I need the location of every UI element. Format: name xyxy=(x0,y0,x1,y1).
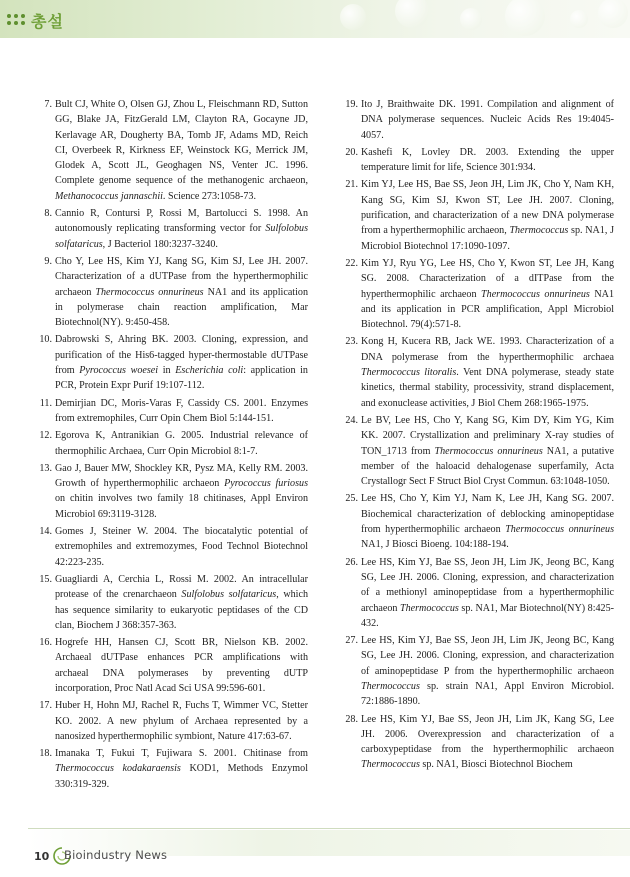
reference-text: Dabrowski S, Ahring BK. 2003. Cloning, expression, and purification of the His6-tagged hyper-thermostable dUTPase from Pyrococcus woesei in Escherichia coli: application in PCR, Protein Expr Purif 19:107-112. xyxy=(55,334,308,392)
reference-number: 22 . xyxy=(340,256,358,271)
reference-item xyxy=(340,177,614,253)
reference-number: 9 . xyxy=(34,254,52,269)
reference-text: Ito J, Braithwaite DK. 1991. Compilation and alignment of DNA polymerase sequences. Nucleic Acids Res 19:4045-4057. xyxy=(361,99,614,141)
references-body xyxy=(34,97,614,821)
reference-number: 15 . xyxy=(34,572,52,587)
page-number: 10 xyxy=(34,850,50,863)
reference-text: Bult CJ, White O, Olsen GJ, Zhou L, Fleischmann RD, Sutton GG, Blake JA, FitzGerald LM, Clayton RA, Gocayne JD, Kerlavage AR, Dougherty BA, Tomb JF, Adams MD, Reich CI, Overbeek R, Kirkness EF, Weinstock KG, Merrick JM, Glodek A, Scott JL, Geoghagen NS, Venter JC. 1996. Complete genome sequence of the methanogenic archaeon, Methanococcus jannaschii. Science 273:1058-73. xyxy=(55,99,308,202)
reference-text: Hogrefe HH, Hansen CJ, Scott BR, Nielson KB. 2002. Archaeal dUTPase enhances PCR amplifications with archaeal DNA polymerases by preventing dUTP incorporation, Proc Natl Acad Sci USA 99:596-601. xyxy=(55,637,308,694)
reference-item xyxy=(340,555,614,631)
reference-number: 21 . xyxy=(340,177,358,192)
reference-number: 19 . xyxy=(340,97,358,112)
reference-item xyxy=(34,746,308,792)
reference-number: 12 . xyxy=(34,428,52,443)
reference-number: 17 . xyxy=(34,698,52,713)
reference-item xyxy=(34,332,308,393)
references-column-right xyxy=(340,97,614,821)
reference-number: 8 . xyxy=(34,206,52,221)
reference-text: Egorova K, Antranikian G. 2005. Industrial relevance of thermophilic Archaea, Curr Opin Microbiol 8:1-7. xyxy=(55,430,308,457)
reference-number: 20 . xyxy=(340,145,358,160)
reference-item xyxy=(340,334,614,410)
reference-number: 11 . xyxy=(34,396,52,411)
reference-number: 23 . xyxy=(340,334,358,349)
reference-text: Demirjian DC, Moris-Varas F, Cassidy CS. 2001. Enzymes from extremophiles, Curr Opin Chem Biol 5:144-151. xyxy=(55,397,308,424)
reference-number: 13 . xyxy=(34,461,52,476)
reference-item xyxy=(340,491,614,552)
reference-item xyxy=(34,698,308,744)
reference-text: Le BV, Lee HS, Cho Y, Kang SG, Kim DY, Kim YG, Kim KK. 2007. Crystallization and preliminary X-ray studies of TON_1713 from Thermococcus onnurineus NA1, a putative member of the haloacid dehalogenase superfamily, Acta Crystallogr Sect F Struct Biol Cryst Commun. 63:1048-1050. xyxy=(361,414,614,488)
reference-item xyxy=(340,712,614,773)
section-title: 총설 xyxy=(31,12,64,31)
reference-item xyxy=(34,97,308,204)
references-column-left xyxy=(34,97,308,821)
reference-text: Lee HS, Kim YJ, Bae SS, Jeon JH, Lim JK, Jeong BC, Kang SG, Lee JH. 2006. Cloning, expression, and characterization of aminopeptidase P from the hyperthermophilic archaeon Thermococcus sp. strain NA1, Appl Environ Microbiol. 72:1886-1890. xyxy=(361,635,614,708)
reference-item xyxy=(340,97,614,143)
reference-number: 14 . xyxy=(34,524,52,539)
reference-text: Lee HS, Kim YJ, Bae SS, Jeon JH, Lim JK, Jeong BC, Kang SG, Lee JH. 2006. Cloning, expression, and characterization of a methionyl aminopeptidase from a hyperthermophilic archaeon Thermococcus sp. NA1, Mar Biotechnol(NY) 8:425-432. xyxy=(361,556,615,629)
reference-text: Imanaka T, Fukui T, Fujiwara S. 2001. Chitinase from Thermococcus kodakaraensis KOD1, Methods Enzymol 330:319-329. xyxy=(55,748,309,790)
reference-item xyxy=(340,633,614,709)
reference-text: Guagliardi A, Cerchia L, Rossi M. 2002. An intracellular protease of the crenarchaeon Sulfolobus solfataricus, which has sequence similarity to eukaryotic peptidases of the CD clan, Biochem J 368:357-363. xyxy=(55,573,308,631)
reference-text: Gomes J, Steiner W. 2004. The biocatalytic potential of extremophiles and extremozymes, Food Technol Biotechnol 42:223-235. xyxy=(55,526,308,568)
reference-item xyxy=(34,206,308,252)
publication-name: Bioindustry News xyxy=(64,848,168,862)
reference-item xyxy=(34,572,308,633)
section-dots-icon xyxy=(7,14,29,26)
reference-number: 7 . xyxy=(34,97,52,112)
reference-number: 10 . xyxy=(34,332,52,347)
header-bubbles-decoration xyxy=(300,0,630,38)
reference-item xyxy=(34,396,308,427)
reference-number: 24 . xyxy=(340,413,358,428)
reference-item xyxy=(34,524,308,570)
reference-item xyxy=(34,635,308,696)
reference-text: Kashefi K, Lovley DR. 2003. Extending the upper temperature limit for life, Science 301:934. xyxy=(361,146,614,174)
reference-item xyxy=(340,413,614,489)
reference-text: Kim YJ, Lee HS, Bae SS, Jeon JH, Lim JK, Cho Y, Nam KH, Kang SG, Kim SJ, Kwon ST, Lee JH. 2007. Cloning, purification, and characterization of a new DNA polymerase from a hyperthermophilic archaeon, Thermococcus sp. NA1, J Microbiol Biotechnol 17:1090-1097. xyxy=(361,179,615,252)
reference-text: Lee HS, Kim YJ, Bae SS, Jeon JH, Lim JK, Kang SG, Lee JH. 2006. Overexpression and characterization of a carboxypeptidase from the hyperthermophilic archaeon Thermococcus sp. NA1, Biosci Biotechnol Biochem xyxy=(361,713,614,771)
reference-number: 26 . xyxy=(340,555,358,570)
reference-text: Huber H, Hohn MJ, Rachel R, Fuchs T, Wimmer VC, Stetter KO. 2002. A new phylum of Archaea represented by a nanosized hyperthermophilic symbiont, Nature 417:63-67. xyxy=(55,700,308,742)
reference-item xyxy=(340,256,614,332)
reference-item xyxy=(34,254,308,330)
reference-text: Cho Y, Lee HS, Kim YJ, Kang SG, Kim SJ, Lee JH. 2007. Characterization of a dUTPase from the hyperthermophilic archaeon Thermococcus onnurineus NA1 and its application in polymerase chain reaction amplification, Mar Biotechnol(NY). 9:450-458. xyxy=(55,255,308,329)
header-band xyxy=(0,0,630,38)
reference-text: Kim YJ, Ryu YG, Lee HS, Cho Y, Kwon ST, Lee JH, Kang SG. 2008. Characterization of a dITPase from the hyperthermophilic archaeon Thermococcus onnurineus NA1 and its application in PCR amplification, Appl Microbiol Biotechnol. 79(4):571-8. xyxy=(361,257,614,331)
reference-item xyxy=(340,145,614,176)
footer-rule xyxy=(28,828,630,829)
reference-number: 28 . xyxy=(340,712,358,727)
reference-text: Gao J, Bauer MW, Shockley KR, Pysz MA, Kelly RM. 2003. Growth of hyperthermophilic archaeon Pyrococcus furiosus on chitin involves two family 18 chitinases, Appl Environ Microbiol 69:3119-3128. xyxy=(55,462,309,520)
reference-text: Lee HS, Cho Y, Kim YJ, Nam K, Lee JH, Kang SG. 2007. Biochemical characterization of deblocking aminopeptidase from hyperthermophilic archaeon Thermococcus onnurineus NA1, J Biosci Bioeng. 104:188-194. xyxy=(361,493,614,551)
reference-number: 16 . xyxy=(34,635,52,650)
reference-number: 18 . xyxy=(34,746,52,761)
reference-text: Cannio R, Contursi P, Rossi M, Bartolucci S. 1998. An autonomously replicating transforming vector for Sulfolobus solfataricus, J Bacteriol 180:3237-3240. xyxy=(55,208,308,250)
reference-number: 25 . xyxy=(340,491,358,506)
reference-item xyxy=(34,428,308,459)
reference-item xyxy=(34,461,308,522)
reference-text: Kong H, Kucera RB, Jack WE. 1993. Characterization of a DNA polymerase from the hyperthermophilic archaea Thermococcus litoralis. Vent DNA polymerase, steady state kinetics, thermal stability, processivity, strand displacement, and exonuclease activities, J Biol Chem 268:1965-1975. xyxy=(361,336,614,409)
reference-number: 27 . xyxy=(340,633,358,648)
